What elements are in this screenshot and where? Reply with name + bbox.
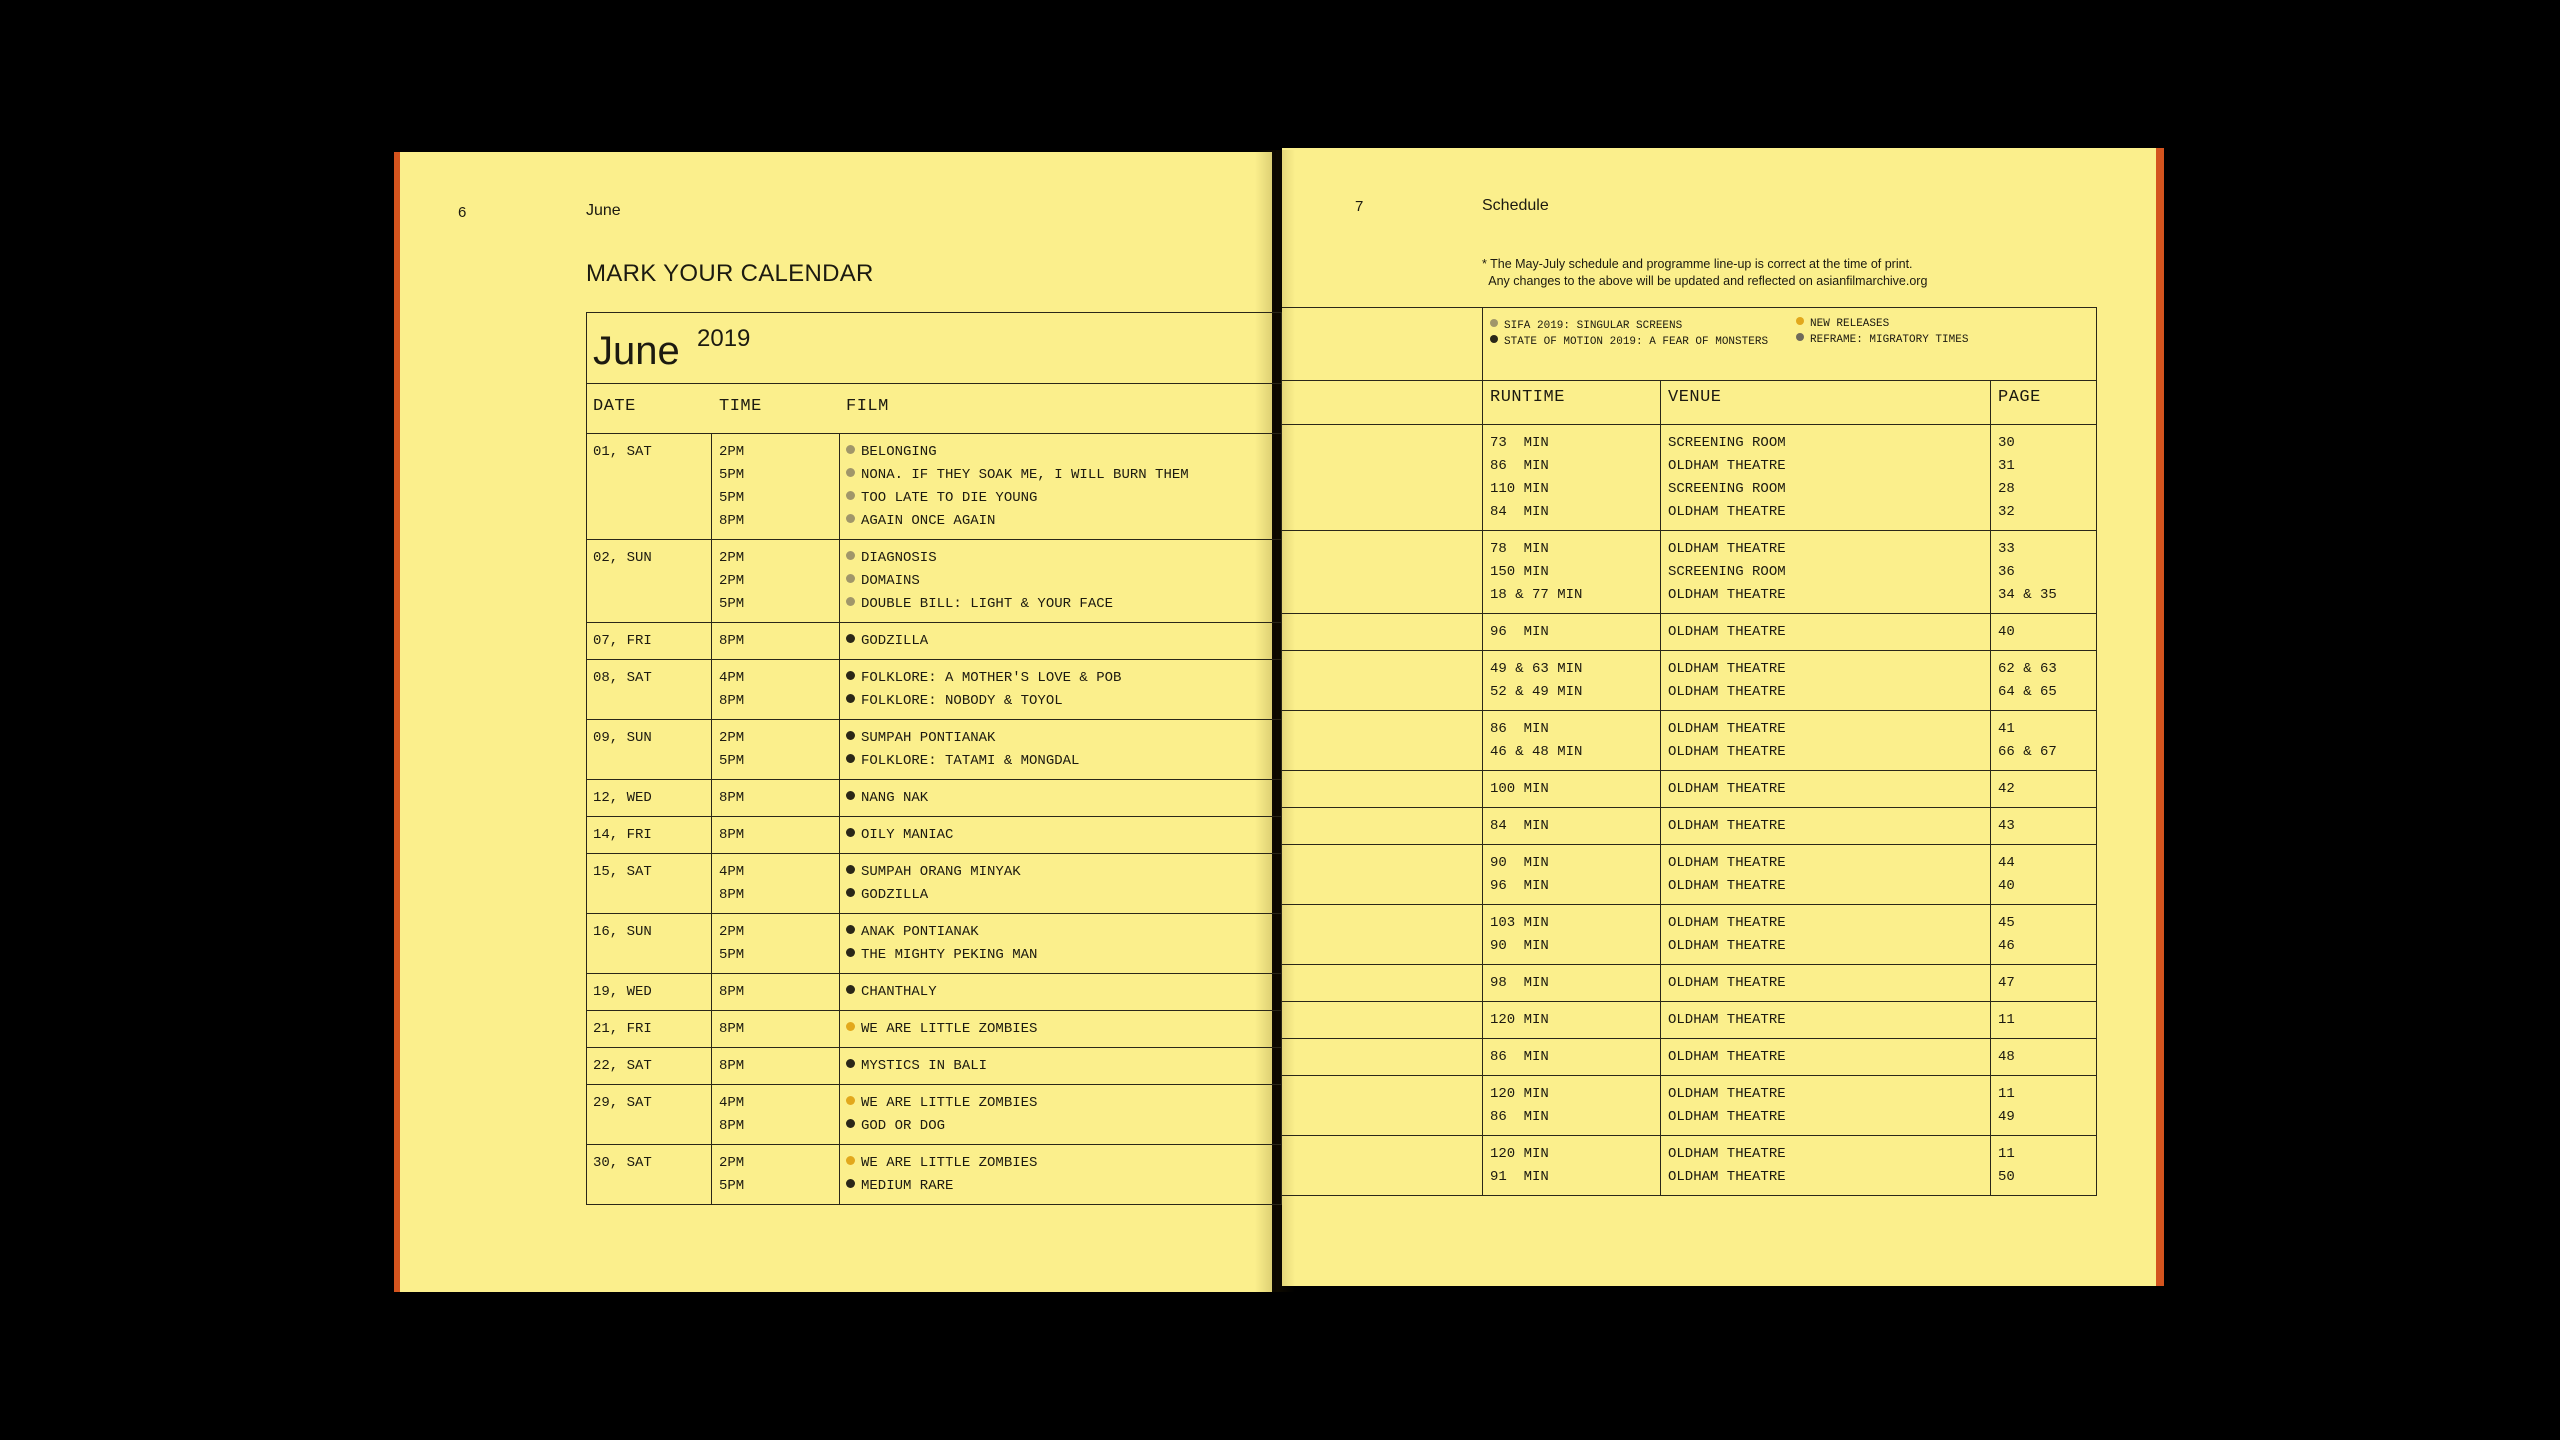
programme-dot-icon [846, 828, 855, 837]
film-cell [846, 1055, 987, 1078]
film-cell [846, 1152, 1037, 1198]
venue-cell: OLDHAM THEATRE OLDHAM THEATRE [1668, 661, 1786, 700]
date-cell: 22, SAT [593, 1058, 652, 1074]
runtime-cell: 96 MIN [1490, 624, 1549, 640]
date-cell: 09, SUN [593, 730, 652, 746]
runtime-cell: 78 MIN 150 MIN 18 & 77 MIN [1490, 541, 1583, 603]
row-divider [587, 973, 1281, 974]
film-entry [846, 510, 1189, 533]
row-divider [1282, 844, 2096, 845]
programme-dot-icon [846, 1179, 855, 1188]
page-cell: 11 [1998, 1012, 2015, 1028]
film-title: ANAK PONTIANAK [861, 924, 979, 940]
film-title: DOUBLE BILL: LIGHT & YOUR FACE [861, 596, 1114, 612]
legend-dot [1796, 333, 1804, 341]
film-cell [846, 824, 953, 847]
row-divider [587, 433, 1281, 434]
film-entry [846, 547, 1113, 570]
row-divider [1282, 530, 2096, 531]
film-entry [846, 861, 1021, 884]
schedule-note [1482, 256, 1927, 290]
film-entry [846, 921, 1037, 944]
runtime-cell: 86 MIN [1490, 1049, 1549, 1065]
running-head-left: June [586, 202, 621, 219]
legend-label: SIFA 2019: SINGULAR SCREENS [1504, 320, 1683, 332]
row-divider [1282, 613, 2096, 614]
film-title: GOD OR DOG [861, 1118, 946, 1134]
venue-cell: OLDHAM THEATRE SCREENING ROOM OLDHAM THEATRE [1668, 541, 1786, 603]
film-title: TOO LATE TO DIE YOUNG [861, 490, 1038, 506]
film-cell [846, 1092, 1037, 1138]
runtime-cell: 84 MIN [1490, 818, 1549, 834]
venue-cell: OLDHAM THEATRE [1668, 1012, 1786, 1028]
date-cell: 08, SAT [593, 670, 652, 686]
column-divider [1482, 308, 1483, 1195]
row-divider [587, 816, 1281, 817]
row-divider [587, 622, 1281, 623]
venue-cell: OLDHAM THEATRE [1668, 624, 1786, 640]
venue-cell: OLDHAM THEATRE OLDHAM THEATRE [1668, 721, 1786, 760]
legend-item [1490, 334, 1768, 350]
row-divider [1282, 770, 2096, 771]
row-divider [1282, 904, 2096, 905]
programme-dot-icon [846, 985, 855, 994]
row-divider [1282, 964, 2096, 965]
date-cell: 14, FRI [593, 827, 652, 843]
film-title: WE ARE LITTLE ZOMBIES [861, 1095, 1038, 1111]
row-divider [587, 1084, 1281, 1085]
page-cell: 41 66 & 67 [1998, 721, 2057, 760]
year-title: 2019 [697, 325, 751, 352]
page-number-left: 6 [458, 204, 467, 221]
film-title: AGAIN ONCE AGAIN [861, 513, 996, 529]
column-header-runtime: RUNTIME [1490, 388, 1565, 407]
time-cell: 2PM 5PM [719, 1155, 745, 1194]
page-cell: 43 [1998, 818, 2015, 834]
film-title: BELONGING [861, 444, 937, 460]
film-entry [846, 750, 1079, 773]
date-cell: 21, FRI [593, 1021, 652, 1037]
programme-dot-icon [846, 634, 855, 643]
film-entry [846, 1055, 987, 1078]
date-cell: 30, SAT [593, 1155, 652, 1171]
venue-cell: OLDHAM THEATRE OLDHAM THEATRE [1668, 915, 1786, 954]
programme-dot-icon [846, 1156, 855, 1165]
row-divider [587, 853, 1281, 854]
programme-dot-icon [846, 597, 855, 606]
venue-cell: OLDHAM THEATRE OLDHAM THEATRE [1668, 1146, 1786, 1185]
calendar-table-left [586, 312, 1282, 1205]
runtime-cell: 86 MIN 46 & 48 MIN [1490, 721, 1583, 760]
page-cell: 44 40 [1998, 855, 2015, 894]
film-title: DOMAINS [861, 573, 920, 589]
row-divider [1282, 650, 2096, 651]
row-divider [1282, 1038, 2096, 1039]
row-divider [587, 1010, 1281, 1011]
programme-dot-icon [846, 948, 855, 957]
film-title: FOLKLORE: TATAMI & MONGDAL [861, 753, 1080, 769]
date-cell: 07, FRI [593, 633, 652, 649]
row-divider [1282, 1001, 2096, 1002]
film-title: THE MIGHTY PEKING MAN [861, 947, 1038, 963]
film-entry [846, 824, 953, 847]
film-title: GODZILLA [861, 633, 929, 649]
column-divider [711, 433, 712, 1204]
row-divider [1282, 1075, 2096, 1076]
film-title: OILY MANIAC [861, 827, 954, 843]
date-cell: 19, WED [593, 984, 652, 1000]
film-cell [846, 787, 928, 810]
venue-cell: OLDHAM THEATRE [1668, 1049, 1786, 1065]
film-cell [846, 921, 1037, 967]
programme-dot-icon [846, 865, 855, 874]
film-title: NANG NAK [861, 790, 929, 806]
page-cell: 30 31 28 32 [1998, 435, 2015, 520]
runtime-cell: 98 MIN [1490, 975, 1549, 991]
film-entry [846, 1018, 1037, 1041]
month-title: June [593, 329, 680, 373]
runtime-cell: 120 MIN 86 MIN [1490, 1086, 1549, 1125]
legend-item [1796, 316, 1889, 332]
legend-label: NEW RELEASES [1810, 318, 1890, 330]
date-cell: 02, SUN [593, 550, 652, 566]
page-cell: 11 49 [1998, 1086, 2015, 1125]
film-entry [846, 727, 1079, 750]
page-cell: 47 [1998, 975, 2015, 991]
page-cell: 62 & 63 64 & 65 [1998, 661, 2057, 700]
film-entry [846, 1175, 1037, 1198]
legend-label: REFRAME: MIGRATORY TIMES [1810, 334, 1969, 346]
film-entry [846, 630, 928, 653]
venue-cell: OLDHAM THEATRE OLDHAM THEATRE [1668, 855, 1786, 894]
film-cell [846, 1018, 1037, 1041]
venue-cell: SCREENING ROOM OLDHAM THEATRE SCREENING ROOM OLDHAM THEATRE [1668, 435, 1786, 520]
film-title: FOLKLORE: A MOTHER'S LOVE & POB [861, 670, 1122, 686]
time-cell: 8PM [719, 984, 745, 1000]
column-header-page: PAGE [1998, 388, 2041, 407]
row-divider [1282, 1135, 2096, 1136]
film-entry [846, 787, 928, 810]
page-cell: 42 [1998, 781, 2015, 797]
film-cell [846, 441, 1189, 533]
film-entry [846, 884, 1021, 907]
page-title: MARK YOUR CALENDAR [586, 260, 874, 287]
film-entry [846, 944, 1037, 967]
film-title: GODZILLA [861, 887, 929, 903]
venue-cell: OLDHAM THEATRE [1668, 781, 1786, 797]
programme-dot-icon [846, 791, 855, 800]
runtime-cell: 103 MIN 90 MIN [1490, 915, 1549, 954]
time-cell: 4PM 8PM [719, 1095, 745, 1134]
programme-dot-icon [846, 1119, 855, 1128]
programme-dot-icon [846, 445, 855, 454]
row-divider [587, 719, 1281, 720]
film-cell [846, 861, 1021, 907]
column-header-time: TIME [719, 397, 762, 416]
film-entry [846, 487, 1189, 510]
header-divider [587, 383, 1281, 384]
film-title: WE ARE LITTLE ZOMBIES [861, 1021, 1038, 1037]
time-cell: 8PM [719, 790, 745, 806]
time-cell: 8PM [719, 633, 745, 649]
programme-dot-icon [846, 574, 855, 583]
row-divider [587, 779, 1281, 780]
film-entry [846, 593, 1113, 616]
runtime-cell: 49 & 63 MIN 52 & 49 MIN [1490, 661, 1583, 700]
legend-label: STATE OF MOTION 2019: A FEAR OF MONSTERS [1504, 336, 1769, 348]
venue-cell: OLDHAM THEATRE OLDHAM THEATRE [1668, 1086, 1786, 1125]
page-cell: 11 50 [1998, 1146, 2015, 1185]
film-entry [846, 1152, 1037, 1175]
legend-item [1490, 318, 1682, 334]
column-divider [1990, 380, 1991, 1195]
film-cell [846, 727, 1079, 773]
film-cell [846, 547, 1113, 616]
time-cell: 8PM [719, 1058, 745, 1074]
legend-dot [1490, 335, 1498, 343]
time-cell: 8PM [719, 827, 745, 843]
runtime-cell: 120 MIN 91 MIN [1490, 1146, 1549, 1185]
page-cell: 33 36 34 & 35 [1998, 541, 2057, 603]
date-cell: 12, WED [593, 790, 652, 806]
column-header-date: DATE [593, 397, 636, 416]
runtime-cell: 90 MIN 96 MIN [1490, 855, 1549, 894]
programme-dot-icon [846, 754, 855, 763]
film-title: SUMPAH ORANG MINYAK [861, 864, 1021, 880]
film-entry [846, 1092, 1037, 1115]
legend-dot [1490, 319, 1498, 327]
film-entry [846, 690, 1121, 713]
film-cell [846, 667, 1121, 713]
row-divider [1282, 710, 2096, 711]
running-head-right: Schedule [1482, 197, 1549, 214]
date-cell: 01, SAT [593, 444, 652, 460]
page-number-right: 7 [1355, 198, 1364, 215]
programme-dot-icon [846, 1059, 855, 1068]
column-header-film: FILM [846, 397, 889, 416]
column-divider [839, 433, 840, 1204]
film-title: FOLKLORE: NOBODY & TOYOL [861, 693, 1063, 709]
programme-dot-icon [846, 551, 855, 560]
programme-dot-icon [846, 671, 855, 680]
programme-dot-icon [846, 514, 855, 523]
row-divider [587, 913, 1281, 914]
time-cell: 4PM 8PM [719, 670, 745, 709]
page-cell: 45 46 [1998, 915, 2015, 954]
venue-cell: OLDHAM THEATRE [1668, 818, 1786, 834]
film-title: MYSTICS IN BALI [861, 1058, 988, 1074]
programme-dot-icon [846, 1096, 855, 1105]
time-cell: 2PM 5PM 5PM 8PM [719, 444, 745, 529]
venue-cell: OLDHAM THEATRE [1668, 975, 1786, 991]
programme-dot-icon [846, 1022, 855, 1031]
row-divider [587, 1047, 1281, 1048]
programme-dot-icon [846, 731, 855, 740]
film-entry [846, 1115, 1037, 1138]
time-cell: 2PM 5PM [719, 730, 745, 769]
row-divider [587, 1144, 1281, 1145]
film-title: SUMPAH PONTIANAK [861, 730, 996, 746]
film-title: DIAGNOSIS [861, 550, 937, 566]
programme-dot-icon [846, 694, 855, 703]
column-header-venue: VENUE [1668, 388, 1722, 407]
time-cell: 8PM [719, 1021, 745, 1037]
date-cell: 15, SAT [593, 864, 652, 880]
film-title: MEDIUM RARE [861, 1178, 954, 1194]
runtime-cell: 73 MIN 86 MIN 110 MIN 84 MIN [1490, 435, 1549, 520]
column-divider [1660, 380, 1661, 1195]
film-title: NONA. IF THEY SOAK ME, I WILL BURN THEM [861, 467, 1189, 483]
legend [1482, 308, 2096, 374]
legend-dot [1796, 317, 1804, 325]
calendar-table-right [1282, 307, 2097, 1196]
runtime-cell: 100 MIN [1490, 781, 1549, 797]
film-cell [846, 981, 937, 1004]
schedule-note-line-1: * The May-July schedule and programme line-up is correct at the time of print. [1482, 257, 1913, 271]
schedule-note-line-2: Any changes to the above will be updated and reflected on asianfilmarchive.org [1482, 274, 1928, 288]
programme-dot-icon [846, 491, 855, 500]
row-divider [1282, 807, 2096, 808]
film-cell [846, 630, 928, 653]
date-cell: 29, SAT [593, 1095, 652, 1111]
film-title: WE ARE LITTLE ZOMBIES [861, 1155, 1038, 1171]
film-entry [846, 570, 1113, 593]
time-cell: 2PM 2PM 5PM [719, 550, 745, 612]
row-divider [1282, 424, 2096, 425]
row-divider [587, 539, 1281, 540]
programme-dot-icon [846, 888, 855, 897]
page-cell: 48 [1998, 1049, 2015, 1065]
programme-dot-icon [846, 468, 855, 477]
date-cell: 16, SUN [593, 924, 652, 940]
programme-dot-icon [846, 925, 855, 934]
film-entry [846, 441, 1189, 464]
time-cell: 4PM 8PM [719, 864, 745, 903]
legend-item [1796, 332, 1968, 348]
runtime-cell: 120 MIN [1490, 1012, 1549, 1028]
time-cell: 2PM 5PM [719, 924, 745, 963]
header-divider-right [1282, 380, 2096, 381]
film-entry [846, 464, 1189, 487]
film-entry [846, 981, 937, 1004]
row-divider [587, 659, 1281, 660]
film-entry [846, 667, 1121, 690]
film-title: CHANTHALY [861, 984, 937, 1000]
page-cell: 40 [1998, 624, 2015, 640]
